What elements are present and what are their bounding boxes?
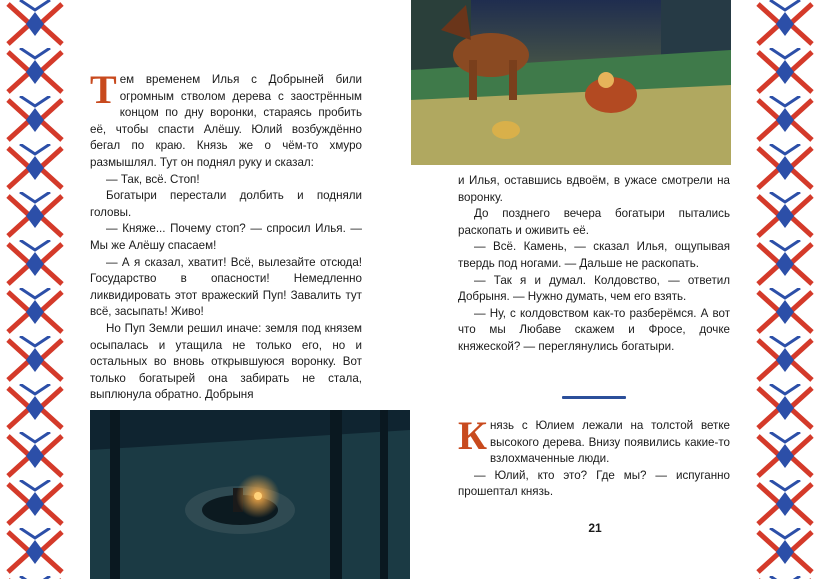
right-ornament-border bbox=[750, 0, 820, 579]
paragraph: — Княже... Почему стоп? — спросил Илья. — Мы же Алёшу спасаем! bbox=[90, 222, 362, 252]
page-number: 21 bbox=[588, 521, 602, 535]
paragraph: Богатыри перестали долбить и подняли головы. bbox=[90, 189, 362, 219]
paragraph: До позднего вечера богатыри пытались раскопать и оживить её. bbox=[458, 207, 730, 237]
paragraph: Но Пуп Земли решил иначе: земля под князем осыпалась и утащила не только его, но и остальных во вновь открывшуюся воронку. Вот только богатырей она забирать не стала, выплюнула обратно. Добрыня bbox=[90, 321, 362, 402]
left-ornament-border bbox=[0, 0, 70, 579]
illustration-horse-and-heroes bbox=[411, 0, 731, 165]
paragraph: Тем временем Илья с Добрыней били огромным стволом дерева с заострённым концом по дну воронки, стараясь пробить её, чтобы спасти Алёшу. Юлий возбуждённо бегал по краю. Князь же о чём-то хмуро размышлял. Тут он поднял руку и сказал: bbox=[90, 67, 362, 169]
drop-cap: К bbox=[458, 413, 488, 458]
left-text-column bbox=[90, 67, 362, 404]
paragraph: — Всё. Камень, — сказал Илья, ощупывая твердь под ногами. — Дальше не раскопать. bbox=[458, 240, 730, 270]
paragraph: — Так, всё. Стоп! bbox=[106, 172, 200, 186]
section-divider bbox=[562, 396, 626, 399]
right-text-column-top bbox=[458, 173, 730, 356]
paragraph: и Илья, оставшись вдвоём, в ужасе смотрели на воронку. bbox=[458, 174, 730, 204]
paragraph: — Так я и думал. Колдовство, — ответил Добрыня. — Нужно думать, чем его взять. bbox=[458, 273, 730, 304]
drop-cap: Т bbox=[90, 67, 117, 112]
paragraph: — Юлий, кто это? Где мы? — испуганно прошептал князь. bbox=[458, 468, 730, 499]
paragraph: — А я сказал, хватит! Всё, вылезайте отсюда! Государство в опасности! Немедленно ликвидировать этот вражеский Пуп! Завалить тут всё, засыпать! Живо! bbox=[90, 255, 362, 319]
paragraph: Князь с Юлием лежали на толстой ветке высокого дерева. Внизу появились какие-то взлохмаченные люди. bbox=[458, 413, 730, 466]
illustration-night-forest-pit bbox=[90, 410, 410, 579]
right-text-column-bottom bbox=[458, 413, 730, 501]
paragraph: — Ну, с колдовством как-то разберёмся. А вот что мы Любаве скажем и Фросе, дочке княжеской? — переглянулись богатыри. bbox=[458, 306, 730, 353]
